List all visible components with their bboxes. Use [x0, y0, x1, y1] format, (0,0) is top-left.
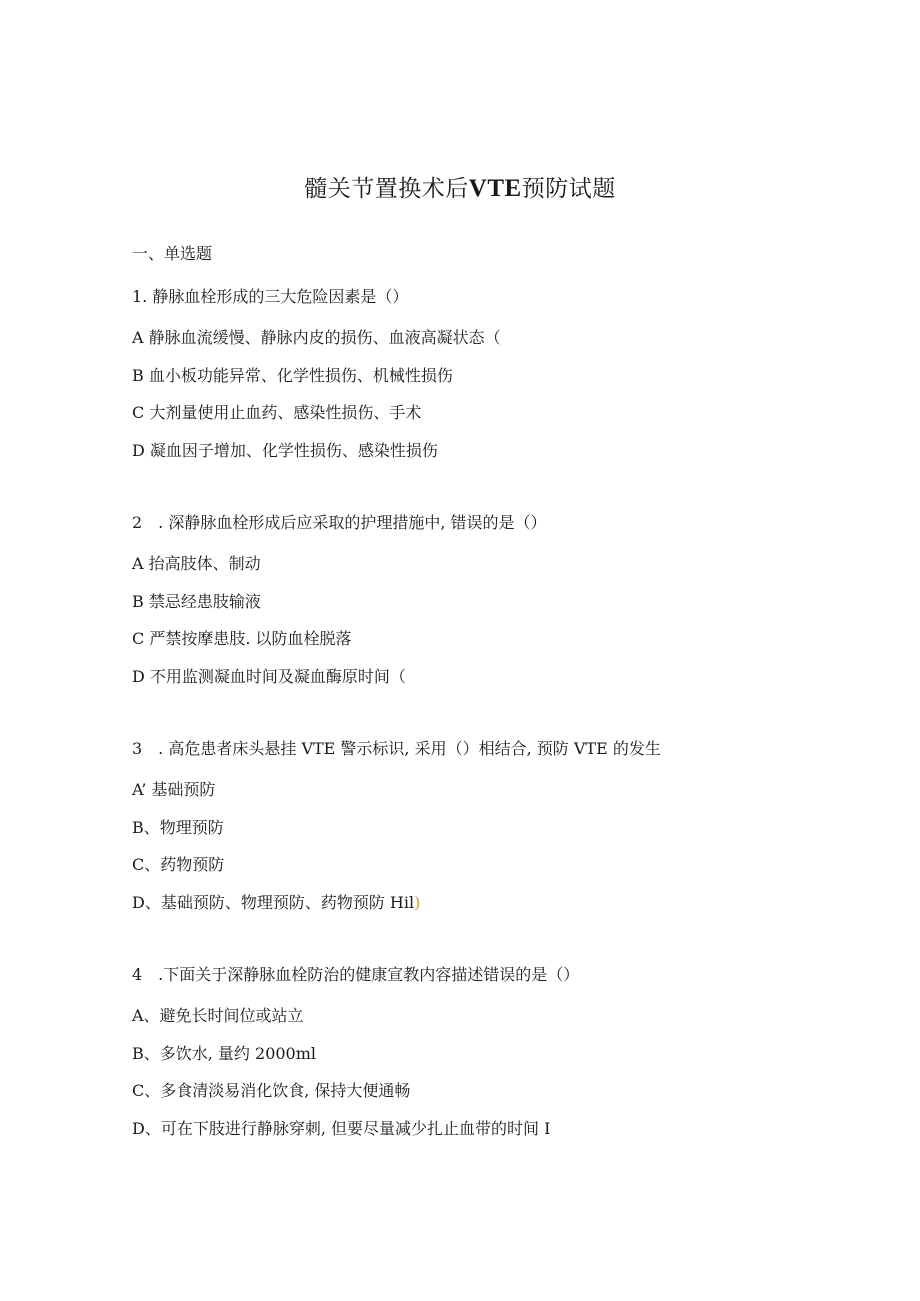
question-3-stem: 3 . 高危患者床头悬挂 VTE 警示标识, 采用（）相结合, 预防 VTE 的发生 [132, 739, 661, 758]
question-1-option-a: A 静脉血流缓慢、静脉内皮的损伤、血液高凝状态（ [132, 328, 501, 347]
question-1-option-b: B 血小板功能异常、化学性损伤、机械性损伤 [132, 366, 453, 385]
question-2-option-d: D 不用监测凝血时间及凝血酶原时间（ [132, 667, 406, 686]
title-prefix: 髓关节置换术后 [304, 176, 469, 202]
question-3-option-d-text: D、基础预防、物理预防、药物预防 Hil [132, 893, 415, 912]
question-2-option-c: C 严禁按摩患肢. 以防血栓脱落 [132, 629, 352, 648]
question-3-option-d [132, 893, 420, 913]
question-2-stem: 2 . 深静脉血栓形成后应采取的护理措施中, 错误的是（） [132, 513, 547, 532]
question-4-option-b: B、多饮水, 量约 2000ml [132, 1044, 317, 1063]
title-emphasis: VTE [468, 175, 522, 202]
title-suffix: 预防试题 [521, 176, 616, 202]
section-heading: 一、单选题 [132, 244, 213, 263]
question-4-stem: 4 .下面关于深静脉血栓防治的健康宣教内容描述错误的是（） [132, 965, 580, 984]
page-title [0, 170, 920, 203]
question-2-option-b: B 禁忌经患肢输液 [132, 592, 261, 611]
question-4-option-d: D、可在下肢进行静脉穿刺, 但要尽量减少扎止血带的时间 I [132, 1119, 551, 1138]
question-2-option-a: A 抬高肢体、制动 [132, 554, 261, 573]
question-4-option-c: C、多食清淡易消化饮食, 保持大便通畅 [132, 1081, 411, 1100]
question-1-option-d: D 凝血因子增加、化学性损伤、感染性损伤 [132, 441, 438, 460]
question-1-option-c: C 大剂量使用止血药、感染性损伤、手术 [132, 403, 422, 422]
question-3-option-c: C、药物预防 [132, 855, 225, 874]
question-1-stem: 1. 静脉血栓形成的三大危险因素是（） [132, 287, 409, 306]
question-3-option-d-tail: ) [414, 893, 421, 912]
question-4-option-a: A、避免长时间位或站立 [132, 1006, 304, 1025]
question-3-option-a: A’ 基础预防 [132, 780, 216, 799]
question-3-option-b: B、物理预防 [132, 818, 224, 837]
